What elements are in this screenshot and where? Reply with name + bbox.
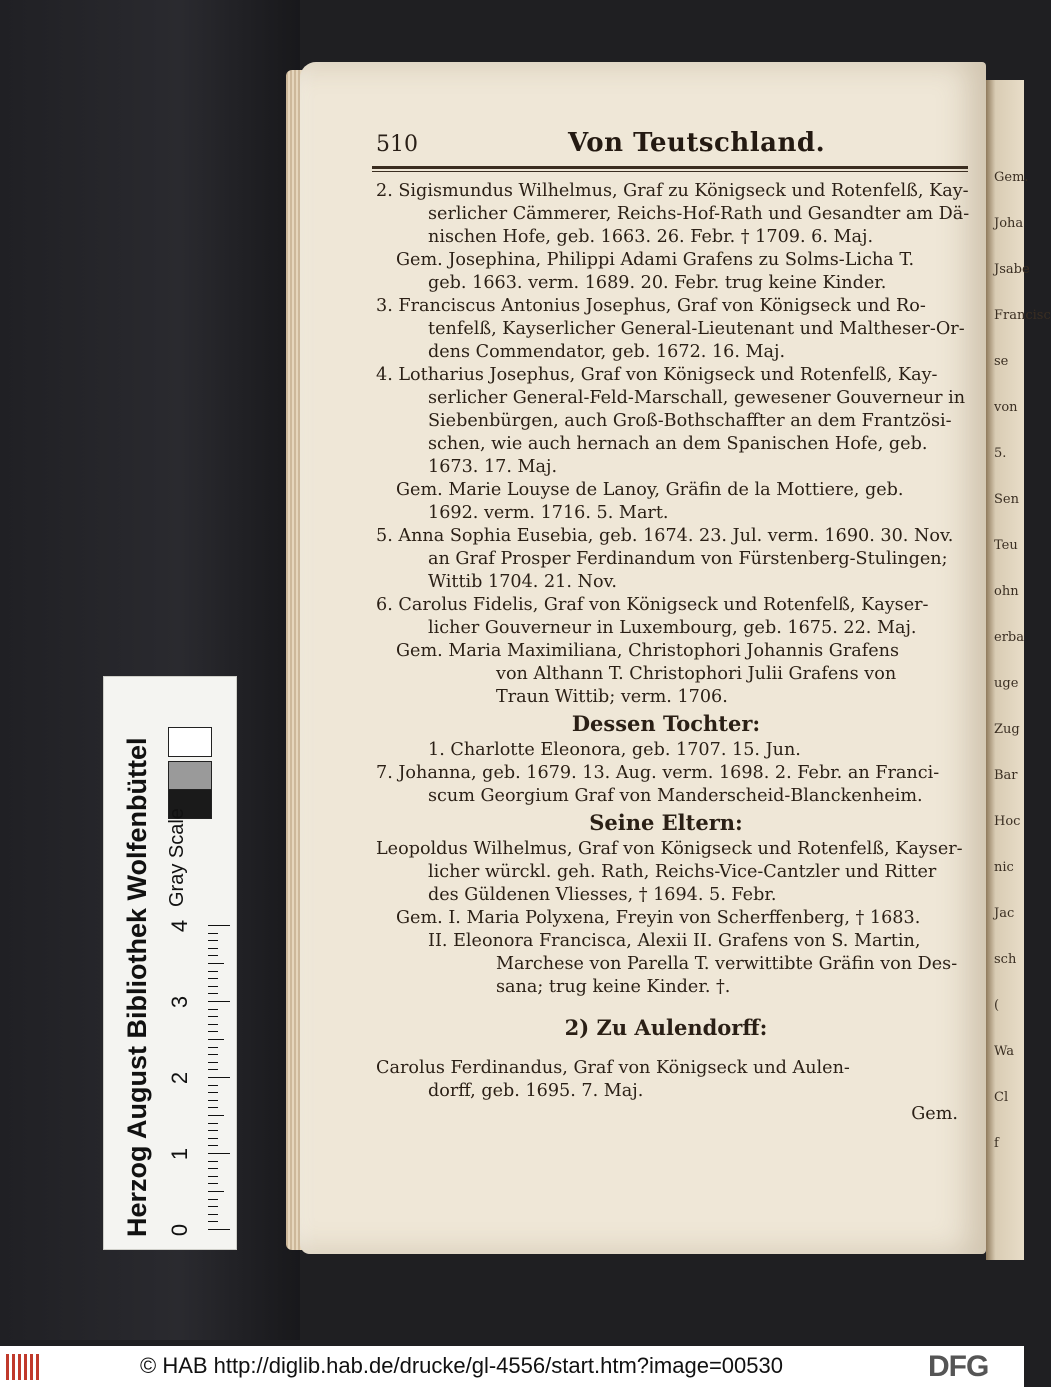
facing-page-fragment: Francisc — [994, 308, 1051, 323]
text-line: Gem. Maria Maximiliana, Christophori Johannis Grafens — [396, 641, 900, 661]
ruler-tick — [208, 1123, 218, 1124]
ruler-tick — [208, 1062, 218, 1063]
facing-page-fragment: Bar — [994, 768, 1018, 783]
text-line: Gem. — [911, 1104, 958, 1124]
text-line: geb. 1663. verm. 1689. 20. Febr. trug keine Kinder. — [428, 273, 887, 293]
ruler-tick — [208, 978, 218, 979]
ruler-tick — [208, 1191, 224, 1192]
ruler-tick — [208, 1039, 224, 1040]
text-line: an Graf Prosper Ferdinandum von Fürstenberg-Stulingen; — [428, 549, 948, 569]
facing-page-fragment: Cl — [994, 1090, 1009, 1105]
ruler-number: 2 — [167, 1071, 193, 1085]
ruler-number: 3 — [167, 995, 193, 1009]
dfg-logo: DFG — [928, 1350, 989, 1383]
ruler-tick — [208, 986, 218, 987]
ruler-number: 4 — [167, 919, 193, 933]
ruler-tick — [208, 1054, 218, 1055]
ruler-tick — [208, 1176, 218, 1177]
ruler-tick — [208, 1199, 218, 1200]
text-line: Traun Wittib; verm. 1706. — [496, 687, 728, 707]
text-line: licher würckl. geh. Rath, Reichs-Vice-Cantzler und Ritter — [428, 862, 937, 882]
text-line: 6. Carolus Fidelis, Graf von Königseck und Rotenfelß, Kayser- — [376, 595, 929, 615]
text-line: 3. Franciscus Antonius Josephus, Graf von Königseck und Ro- — [376, 296, 926, 316]
text-line: Siebenbürgen, auch Groß-Bothschaffter an dem Frantzösi- — [428, 411, 952, 431]
ruler — [164, 917, 224, 1237]
facing-page-fragment: Zug — [994, 722, 1020, 737]
page-number: 510 — [376, 132, 418, 157]
gray-scale-label: Gray Scale — [166, 808, 188, 907]
ruler-tick — [208, 1229, 230, 1230]
ruler-tick — [208, 1214, 218, 1215]
footer-credit: © HAB http://diglib.hab.de/drucke/gl-4556/start.htm?image=00530 — [140, 1353, 783, 1378]
ruler-tick — [208, 1009, 218, 1010]
ruler-tick — [208, 1115, 224, 1116]
facing-page-fragment: ohn — [994, 584, 1019, 599]
ruler-tick — [208, 1145, 218, 1146]
ruler-tick — [208, 1069, 218, 1070]
ruler-number: 0 — [167, 1223, 193, 1237]
ruler-tick — [208, 1138, 218, 1139]
facing-page-fragment: Jsabe — [994, 262, 1030, 277]
ruler-tick — [208, 1206, 218, 1207]
ruler-tick — [208, 940, 218, 941]
ruler-tick — [208, 1153, 230, 1154]
facing-page-edge — [986, 80, 1051, 1260]
facing-page-fragment: Gem. — [994, 170, 1029, 185]
page-text — [366, 180, 970, 1126]
facing-page-fragment: Hoc — [994, 814, 1021, 829]
ruler-tick — [208, 1085, 218, 1086]
text-line: 1673. 17. Maj. — [428, 457, 558, 477]
text-line: scum Georgium Graf von Manderscheid-Blanckenheim. — [428, 786, 923, 806]
ruler-tick — [208, 971, 218, 972]
text-line: schen, wie auch hernach an dem Spanischen Hofe, geb. — [428, 434, 928, 454]
text-line: dens Commendator, geb. 1672. 16. Maj. — [428, 342, 786, 362]
ruler-tick — [208, 955, 218, 956]
ruler-tick — [208, 1161, 218, 1162]
ruler-tick — [208, 1107, 218, 1108]
ruler-tick — [208, 1016, 218, 1017]
text-line: nischen Hofe, geb. 1663. 26. Febr. † 1709. 6. Maj. — [428, 227, 874, 247]
text-line: Wittib 1704. 21. Nov. — [428, 572, 617, 592]
text-line — [366, 1043, 966, 1057]
facing-page-fragment: f — [994, 1136, 999, 1151]
ruler-number: 1 — [167, 1147, 193, 1161]
head-rule — [372, 166, 968, 169]
text-line: 2. Sigismundus Wilhelmus, Graf zu Königseck und Rotenfelß, Kay- — [376, 181, 969, 201]
running-head-title: Von Teutschland. — [568, 128, 826, 158]
text-line: II. Eleonora Francisca, Alexii II. Grafens von S. Martin, — [428, 931, 921, 951]
swatch-white — [168, 727, 212, 757]
facing-page-fragment: Joha — [994, 216, 1024, 231]
ruler-tick — [208, 1031, 218, 1032]
text-line: serlicher Cämmerer, Reichs-Hof-Rath und Gesandter am Dä- — [428, 204, 970, 224]
facing-page-fragment: uge — [994, 676, 1019, 691]
facing-page-fragment: von — [994, 400, 1018, 415]
ruler-tick — [208, 1100, 218, 1101]
text-line: 4. Lotharius Josephus, Graf von Königseck und Rotenfelß, Kay- — [376, 365, 938, 385]
ruler-tick — [208, 933, 218, 934]
ruler-tick — [208, 1047, 218, 1048]
section-heading: Dessen Tochter: — [571, 711, 761, 736]
facing-page-fragment: Wa — [994, 1044, 1014, 1059]
ruler-tick — [208, 948, 218, 949]
text-line: Gem. I. Maria Polyxena, Freyin von Scherffenberg, † 1683. — [396, 908, 921, 928]
text-line: Gem. Marie Louyse de Lanoy, Gräfin de la Mottiere, geb. — [396, 480, 904, 500]
hab-logo-icon — [6, 1354, 40, 1380]
text-line: Marchese von Parella T. verwittibte Gräfin von Des- — [496, 954, 958, 974]
text-line: 1. Charlotte Eleonora, geb. 1707. 15. Jun. — [428, 740, 801, 760]
ruler-tick — [208, 1221, 218, 1222]
facing-page-fragment: Jac — [994, 906, 1015, 921]
text-line: licher Gouverneur in Luxembourg, geb. 1675. 22. Maj. — [428, 618, 917, 638]
text-line: dorff, geb. 1695. 7. Maj. — [428, 1081, 644, 1101]
facing-page-fragment: ( — [994, 998, 1000, 1013]
facing-page-fragment: erba — [994, 630, 1024, 645]
ruler-tick — [208, 1024, 218, 1025]
ruler-tick — [208, 963, 224, 964]
text-line: serlicher General-Feld-Marschall, gewesener Gouverneur in — [428, 388, 966, 408]
ruler-tick — [208, 1183, 218, 1184]
facing-page-fragment: 5. — [994, 446, 1007, 461]
ruler-tick — [208, 1001, 230, 1002]
text-line: sana; trug keine Kinder. †. — [496, 977, 731, 997]
ruler-tick — [208, 1092, 218, 1093]
ruler-tick — [208, 1168, 218, 1169]
text-line: 5. Anna Sophia Eusebia, geb. 1674. 23. Jul. verm. 1690. 30. Nov. — [376, 526, 954, 546]
facing-page-fragment: Sen — [994, 492, 1019, 507]
text-line: Leopoldus Wilhelmus, Graf von Königseck und Rotenfelß, Kayser- — [376, 839, 963, 859]
footer-bar — [0, 1346, 1024, 1387]
library-name: Herzog August Bibliothek Wolfenbüttel — [122, 737, 152, 1237]
head-rule-thin — [372, 171, 968, 172]
text-line: von Althann T. Christophori Julii Grafens von — [496, 664, 897, 684]
text-line: des Güldenen Vliesses, † 1694. 5. Febr. — [428, 885, 777, 905]
running-head — [372, 128, 964, 164]
color-scale-card — [103, 676, 237, 1250]
facing-page-fragment: nic — [994, 860, 1014, 875]
facing-page-fragment: Teu — [994, 538, 1018, 553]
facing-page-fragment: se — [994, 354, 1009, 369]
text-line: Gem. Josephina, Philippi Adami Grafens zu Solms-Licha T. — [396, 250, 915, 270]
text-line: 7. Johanna, geb. 1679. 13. Aug. verm. 1698. 2. Febr. an Franci- — [376, 763, 940, 783]
ruler-tick — [208, 1077, 230, 1078]
ruler-tick — [208, 993, 218, 994]
text-line: Carolus Ferdinandus, Graf von Königseck und Aulen- — [376, 1058, 850, 1078]
text-line: 1692. verm. 1716. 5. Mart. — [428, 503, 669, 523]
ruler-tick — [208, 925, 230, 926]
ruler-tick — [208, 1130, 218, 1131]
text-line: tenfelß, Kayserlicher General-Lieutenant und Maltheser-Or- — [428, 319, 965, 339]
text-line — [366, 999, 966, 1013]
section-heading: Seine Eltern: — [589, 810, 743, 835]
facing-page-fragment: sch — [994, 952, 1017, 967]
section-heading: 2) Zu Aulendorff: — [564, 1015, 768, 1040]
